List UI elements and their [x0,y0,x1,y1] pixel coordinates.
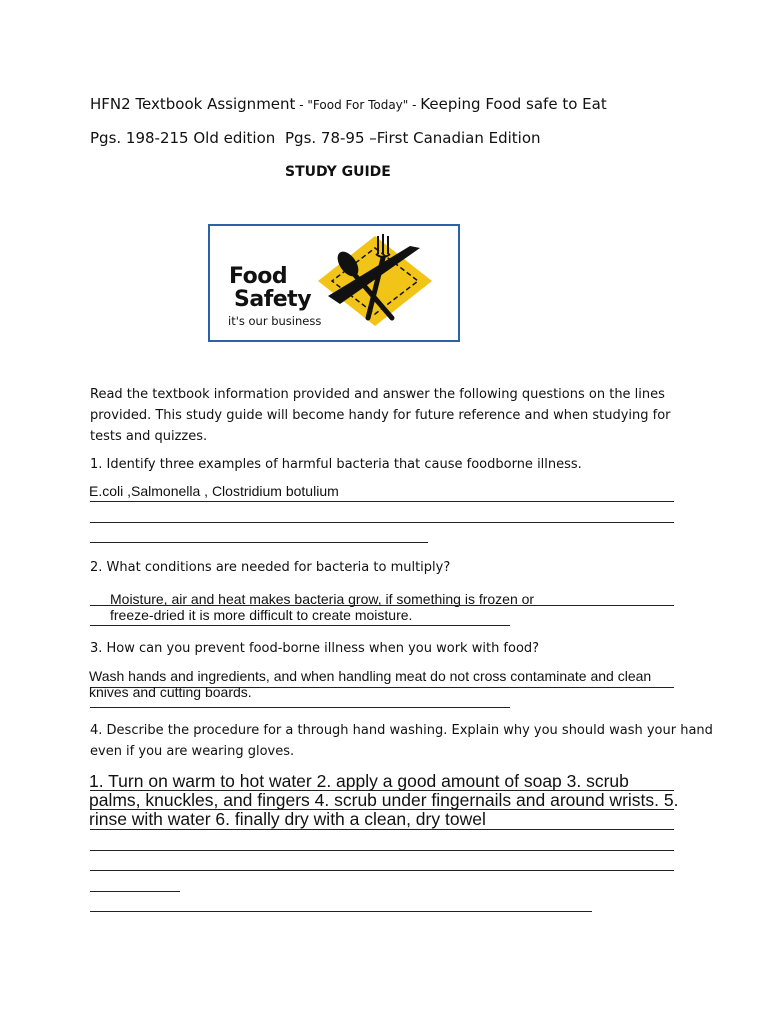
question-3-prompt: 3. How can you prevent food-borne illness when you work with food? [90,641,540,656]
title-separator-2: - [408,98,421,112]
question-3-answer-line-2: knives and cutting boards. [89,684,252,700]
logo-tagline: it's our business [228,314,322,328]
pages-old-edition: Pgs. 198-215 Old edition [90,129,276,147]
question-4-answer-line-1: 1. Turn on warm to hot water 2. apply a good amount of soap 3. scrub [89,771,629,791]
answer-line [90,891,180,892]
answer-line [90,542,428,543]
pages-canadian-edition: Pgs. 78-95 –First Canadian Edition [285,129,541,147]
question-3-answer-line-1: Wash hands and ingredients, and when handling meat do not cross contaminate and clean [89,668,652,684]
assignment-title [90,95,607,113]
answer-line [90,522,674,523]
logo-word-safety: Safety [234,287,312,312]
intro-paragraph: Read the textbook information provided and answer the following questions on the lines provided. This study guide will become handy for future reference and when studying for tests and quizzes. [90,387,671,444]
answer-line [90,625,510,626]
question-4-answer-line-3: rinse with water 6. finally dry with a clean, dry towel [89,809,486,829]
title-separator: - [295,98,308,112]
question-1-prompt: 1. Identify three examples of harmful bacteria that cause foodborne illness. [90,457,582,472]
answer-line [90,911,592,912]
title-book: "Food For Today" [307,98,409,112]
answer-line [90,501,674,502]
answer-line [90,707,510,708]
question-2-prompt: 2. What conditions are needed for bacteria to multiply? [90,560,451,575]
answer-line [90,605,674,606]
question-2-answer-line-2: freeze-dried it is more difficult to create moisture. [110,607,413,623]
page-heading: STUDY GUIDE [285,164,391,180]
title-course: HFN2 Textbook Assignment [90,95,296,113]
food-safety-logo [208,224,460,342]
answer-line [90,850,674,851]
logo-word-food: Food [229,264,288,289]
question-4-prompt-line-1: 4. Describe the procedure for a through hand washing. Explain why you should wash your hand [90,723,713,738]
question-1-answer: E.coli ,Salmonella , Clostridium botulium [89,483,339,499]
question-4-answer-line-2: palms, knuckles, and fingers 4. scrub under fingernails and around wrists. 5. [89,790,679,810]
answer-line [90,829,674,830]
title-topic: Keeping Food safe to Eat [420,95,607,113]
question-4-prompt-line-2: even if you are wearing gloves. [90,744,295,759]
question-2-answer-line-1: Moisture, air and heat makes bacteria grow, if something is frozen or [110,591,535,607]
answer-line [90,870,674,871]
